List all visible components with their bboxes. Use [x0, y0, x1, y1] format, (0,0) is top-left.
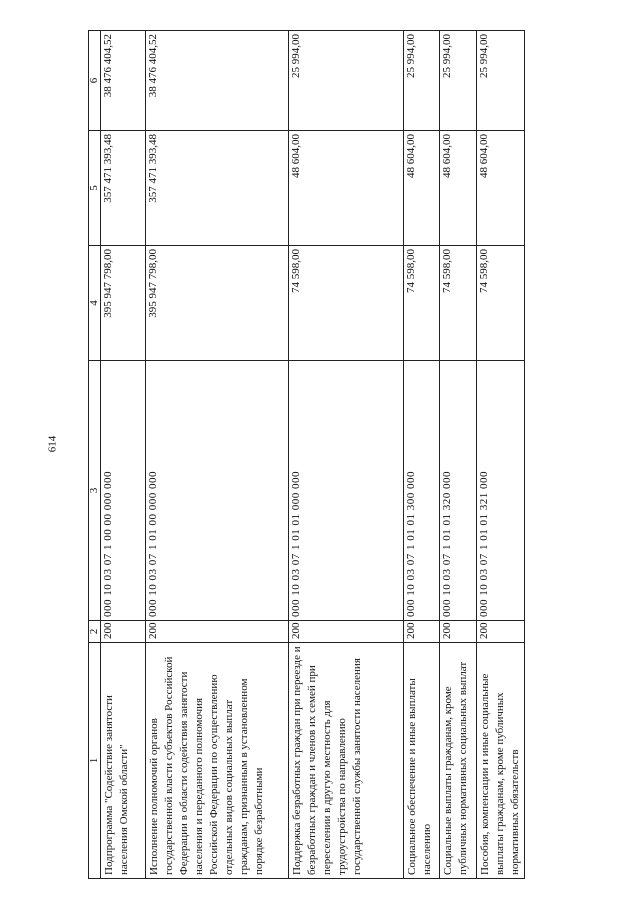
column-header: 3: [89, 361, 101, 621]
row-executed: 48 604,00: [404, 131, 440, 246]
row-planned: 395 947 798,00: [146, 246, 289, 361]
column-header: 2: [89, 621, 101, 643]
row-budget-code: 000 10 03 07 1 01 00 000 000: [146, 361, 289, 621]
row-name: Социальное обеспечение и иные выплаты населению: [404, 643, 440, 879]
row-executed: 357 471 393,48: [101, 131, 146, 246]
row-code: 200: [101, 621, 146, 643]
table-row: [477, 31, 525, 879]
table-row: [101, 31, 146, 879]
column-header: 6: [89, 31, 101, 131]
row-executed: 357 471 393,48: [146, 131, 289, 246]
column-header: 1: [89, 643, 101, 879]
row-budget-code: 000 10 03 07 1 01 01 320 000: [440, 361, 477, 621]
row-name: Социальные выплаты гражданам, кроме публичных нормативных социальных выплат: [440, 643, 477, 879]
column-header: 4: [89, 246, 101, 361]
row-code: 200: [477, 621, 525, 643]
budget-table: [88, 30, 525, 879]
row-budget-code: 000 10 03 07 1 00 00 000 000: [101, 361, 146, 621]
row-remaining: 38 476 404,52: [101, 31, 146, 131]
row-budget-code: 000 10 03 07 1 01 01 300 000: [404, 361, 440, 621]
row-remaining: 25 994,00: [477, 31, 525, 131]
table-row: [289, 31, 404, 879]
table-row: [440, 31, 477, 879]
row-name: Поддержка безработных граждан при переезде и безработных граждан и членов их семей при переселении в другую местность для трудоустройства по направлению государственной службы занятости населения: [289, 643, 404, 879]
row-remaining: 25 994,00: [440, 31, 477, 131]
row-code: 200: [404, 621, 440, 643]
row-code: 200: [289, 621, 404, 643]
header-row: [89, 31, 101, 879]
row-budget-code: 000 10 03 07 1 01 01 000 000: [289, 361, 404, 621]
row-planned: 74 598,00: [440, 246, 477, 361]
row-name: Подпрограмма "Содействие занятости населения Омской области": [101, 643, 146, 879]
row-planned: 74 598,00: [477, 246, 525, 361]
table-row: [146, 31, 289, 879]
page-number: 614: [46, 435, 59, 453]
row-planned: 74 598,00: [289, 246, 404, 361]
row-remaining: 25 994,00: [289, 31, 404, 131]
row-budget-code: 000 10 03 07 1 01 01 321 000: [477, 361, 525, 621]
row-remaining: 25 994,00: [404, 31, 440, 131]
column-header: 5: [89, 131, 101, 246]
row-executed: 48 604,00: [289, 131, 404, 246]
row-executed: 48 604,00: [477, 131, 525, 246]
row-code: 200: [146, 621, 289, 643]
row-name: Исполнение полномочий органов государственной власти субъектов Российской Федерации в области содействия занятости населения и переданного полномочия Российской Федерации по осуществлению отдельных видов социальных выплат гражданам, признанным в установленном порядке безработными: [146, 643, 289, 879]
row-executed: 48 604,00: [440, 131, 477, 246]
row-code: 200: [440, 621, 477, 643]
row-name: Пособия, компенсации и иные социальные выплаты гражданам, кроме публичных нормативных обязательств: [477, 643, 525, 879]
row-planned: 74 598,00: [404, 246, 440, 361]
budget-table-container: [88, 31, 521, 879]
table-row: [404, 31, 440, 879]
row-remaining: 38 476 404,52: [146, 31, 289, 131]
row-planned: 395 947 798,00: [101, 246, 146, 361]
